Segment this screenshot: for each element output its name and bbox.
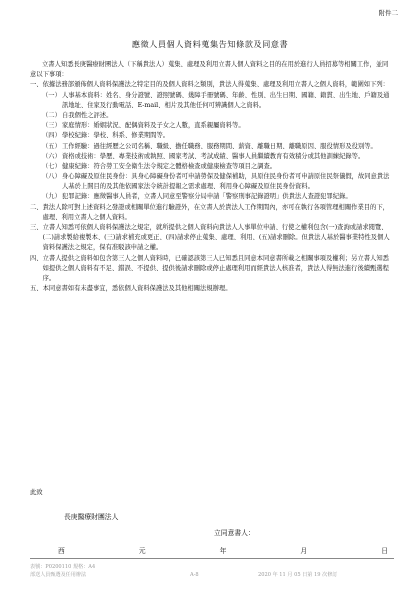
section-2	[30, 203, 394, 223]
item-number: （八）	[42, 173, 61, 181]
section-1-item-1	[42, 91, 394, 111]
organization-name: 長庚醫療財團法人	[64, 513, 119, 521]
section-text: 依據法務部頒佈個人資料保護法之特定目的及個人資料之類別，貴法人得蒐集、處理及利用立書人之個人資料，範圍如下列：	[42, 81, 389, 89]
item-text: 學校紀錄：學校、科系、修業期間等。	[62, 132, 170, 140]
item-text: 犯罪記錄：應徵醫事人員者，立書人同意至警察分局申請「警察刑事記錄證明」供貴法人查證犯罪紀錄。	[62, 193, 352, 201]
item-number: （四）	[42, 132, 61, 140]
document-body	[30, 60, 394, 294]
section-1	[30, 80, 394, 90]
closing-salutation: 此致	[30, 489, 43, 496]
section-3	[30, 223, 394, 254]
section-1-item-5	[42, 142, 394, 152]
section-number: 四、	[30, 254, 43, 262]
section-number: 一、	[30, 81, 43, 89]
attachment-label: 附件二	[378, 9, 398, 17]
footer-page-code: A-8	[190, 572, 199, 578]
item-text: 家庭情形：婚姻狀況、配偶資料及子女之人數，直系親屬資料等。	[62, 122, 245, 130]
section-1-item-3	[42, 121, 394, 131]
section-number: 五、	[30, 285, 43, 293]
date-label-month: 月	[300, 547, 308, 555]
item-text: 自我個性之評述。	[62, 111, 113, 119]
item-number: （三）	[42, 122, 61, 130]
section-5	[30, 284, 394, 294]
item-text: 身心障礙及原住民身份：具身心障礙身份者可申請勞保及健保補助，具原住民身份者可申請原住民祭儀假，故同意貴法人基於上開目的及其他依國家法令統計提報之需求處理、利用身心障礙及原住民身份資料。	[62, 173, 390, 191]
footer-revision-date: 2020 年 11 月 05 日第 19 次修訂	[258, 572, 338, 578]
section-1-item-2	[42, 111, 394, 121]
item-number: （二）	[42, 111, 61, 119]
section-text: 立書人知悉可依個人資料保護法之規定，就所提供之個人資料向貴法人人事單位申請、行使之權利包含(一)查詢或請求閱覽、(二)請求製給複製本、(三)請求補充或更正、(四)請求停止蒐集、處理、利用、(五)請求刪除。但貴法人基於醫事業特性及個人資料保護法之規定，保有准駁該申請之權。	[42, 224, 390, 252]
section-number: 二、	[30, 203, 43, 211]
date-label-yuan: 元	[138, 547, 146, 555]
item-number: （六）	[42, 152, 61, 160]
date-label-day: 日	[381, 547, 388, 555]
item-number: （一）	[42, 91, 61, 99]
item-number: （七）	[42, 162, 61, 170]
item-number: （九）	[42, 193, 61, 201]
date-label-year: 年	[219, 547, 227, 555]
document-title: 應徵人員個人資料蒐集告知條款及同意書	[131, 39, 289, 49]
section-1-item-8	[42, 172, 394, 192]
item-text: 人事基本資料：姓名、身分證號、證照號碼、幾障手冊號碼、年齡、性別、出生日期、國籍、籍貫、出生地、戶籍及通訊地址、住家及行動電話、E-mail、相片及其他任何可辨識個人之資料。	[62, 91, 390, 109]
item-text: 工作經驗：過往經歷之公司名稱、職級、擔任職務、服務期間、薪資、離職日期、離職原因、服役情形及役別等。	[62, 142, 377, 150]
section-1-item-9	[42, 192, 394, 202]
section-4	[30, 254, 394, 285]
intro-paragraph: 立書人知悉長庚醫療財團法人（下稱貴法人）蒐集、處理及利用立書人個人資料之目的在用於進行人員招募等相關工作，並同意以下事項：	[30, 61, 389, 79]
footer-regulation-name: 部送人員甄選及任用辦法	[30, 572, 87, 578]
section-text: 貴法人除可對上述資料之發證或相關單位進行驗證外，在立書人於貴法人工作期間內，亦可在執行各項管理相關作業目的下，處理、利用立書人之個人資料。	[42, 203, 389, 221]
section-number: 三、	[30, 224, 43, 231]
date-label-xi: 西	[58, 547, 65, 555]
item-number: （五）	[42, 142, 61, 150]
section-1-item-4	[42, 131, 394, 141]
footer-form-number: 表號：P0200110 規格：A4	[30, 564, 96, 570]
section-text: 本同意書如有未盡事宜，悉依個人資料保護法及其他相關法規辦理。	[42, 285, 232, 293]
item-text: 資格或技術：學歷、專業技術或執照、國家考試、考試成績、醫事人員繼續教育有效積分或其他訓練紀錄等。	[62, 152, 365, 160]
date-line	[58, 546, 388, 557]
signer-label: 立同意書人：	[214, 529, 255, 537]
section-1-item-6	[42, 152, 394, 162]
footer-divider	[30, 558, 394, 559]
section-1-item-7	[42, 162, 394, 172]
item-text: 健康紀錄：符合勞工安全衛生法令規定之體格檢查或健康檢查等項目之調查。	[62, 162, 277, 170]
section-text: 立書人提供之資料如包含第三人之個人資料時，已確認該第三人已知悉且同意本同意書所載之相關事項及權利；另立書人知悉如提供之個人資料有不足、錯誤、不提供、提供後請求刪除或停止處理利用而經貴法人核准者，貴法人得無法進行後續甄選程序。	[42, 254, 389, 282]
